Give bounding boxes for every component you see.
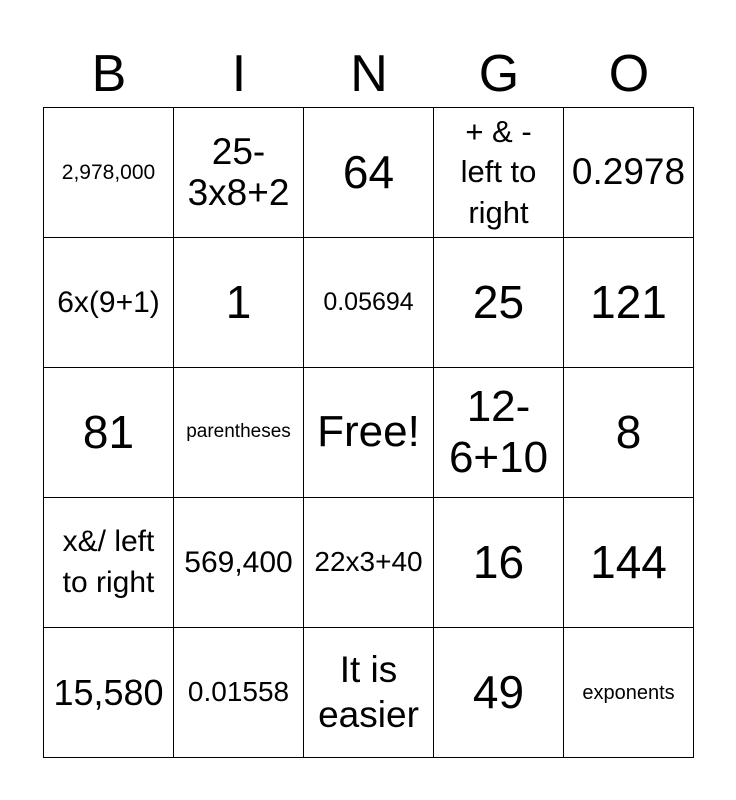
- cell-text: 121: [590, 276, 667, 329]
- bingo-cell[interactable]: [174, 108, 304, 238]
- bingo-cell[interactable]: [44, 368, 174, 498]
- bingo-cell[interactable]: [304, 628, 434, 758]
- cell-text: x&/ left to right: [62, 525, 155, 599]
- bingo-cell[interactable]: [44, 628, 174, 758]
- cell-text: 64: [342, 146, 395, 199]
- cell-text: 1: [225, 276, 252, 329]
- cell-text: 49: [472, 666, 525, 719]
- bingo-cell[interactable]: [304, 368, 434, 498]
- header-letter-n: N: [350, 45, 388, 103]
- header-letter-g: G: [478, 45, 520, 103]
- cell-text: 2,978,000: [61, 160, 156, 184]
- bingo-cell[interactable]: [564, 108, 694, 238]
- cell-text: 0.01558: [187, 676, 290, 708]
- cell-text: parentheses: [186, 421, 291, 443]
- bingo-cell[interactable]: [434, 238, 564, 368]
- cell-text: exponents: [582, 681, 675, 704]
- cell-text: Free!: [317, 407, 420, 457]
- bingo-cell[interactable]: [174, 238, 304, 368]
- cell-text: 81: [82, 406, 135, 459]
- bingo-cell[interactable]: [434, 628, 564, 758]
- cell-text: 8: [615, 406, 642, 459]
- cell-text: 6x(9+1): [57, 286, 160, 319]
- cell-text: It is easier: [318, 649, 419, 735]
- bingo-cell[interactable]: [304, 498, 434, 628]
- cell-text: + & - left to right: [460, 114, 537, 230]
- cell-text: 16: [472, 536, 525, 589]
- header-letter-b: B: [91, 45, 127, 103]
- cell-text: 15,580: [53, 671, 164, 713]
- cell-text: 22x3+40: [314, 546, 423, 578]
- header-letter-i: I: [231, 45, 247, 103]
- cell-text: 25: [472, 276, 525, 329]
- cell-text: 25-3x8+2: [187, 130, 290, 213]
- bingo-cell[interactable]: [564, 368, 694, 498]
- header-letter-o: O: [608, 45, 650, 103]
- bingo-cell[interactable]: [304, 238, 434, 368]
- cell-text: 12-6+10: [448, 381, 549, 482]
- bingo-cell[interactable]: [174, 498, 304, 628]
- bingo-cell[interactable]: [564, 628, 694, 758]
- bingo-board: [43, 107, 694, 758]
- bingo-header: [44, 42, 694, 106]
- cell-text: 0.2978: [571, 151, 686, 193]
- bingo-cell[interactable]: [434, 498, 564, 628]
- bingo-cell[interactable]: [44, 498, 174, 628]
- bingo-cell[interactable]: [44, 108, 174, 238]
- bingo-cell[interactable]: [174, 368, 304, 498]
- bingo-cell[interactable]: [44, 238, 174, 368]
- bingo-cell[interactable]: [564, 238, 694, 368]
- bingo-cell[interactable]: [434, 108, 564, 238]
- bingo-cell[interactable]: [434, 368, 564, 498]
- cell-text: 0.05694: [323, 287, 414, 316]
- bingo-cell[interactable]: [304, 108, 434, 238]
- bingo-cell[interactable]: [564, 498, 694, 628]
- bingo-cell[interactable]: [174, 628, 304, 758]
- cell-text: 569,400: [184, 546, 293, 579]
- cell-text: 144: [590, 536, 667, 589]
